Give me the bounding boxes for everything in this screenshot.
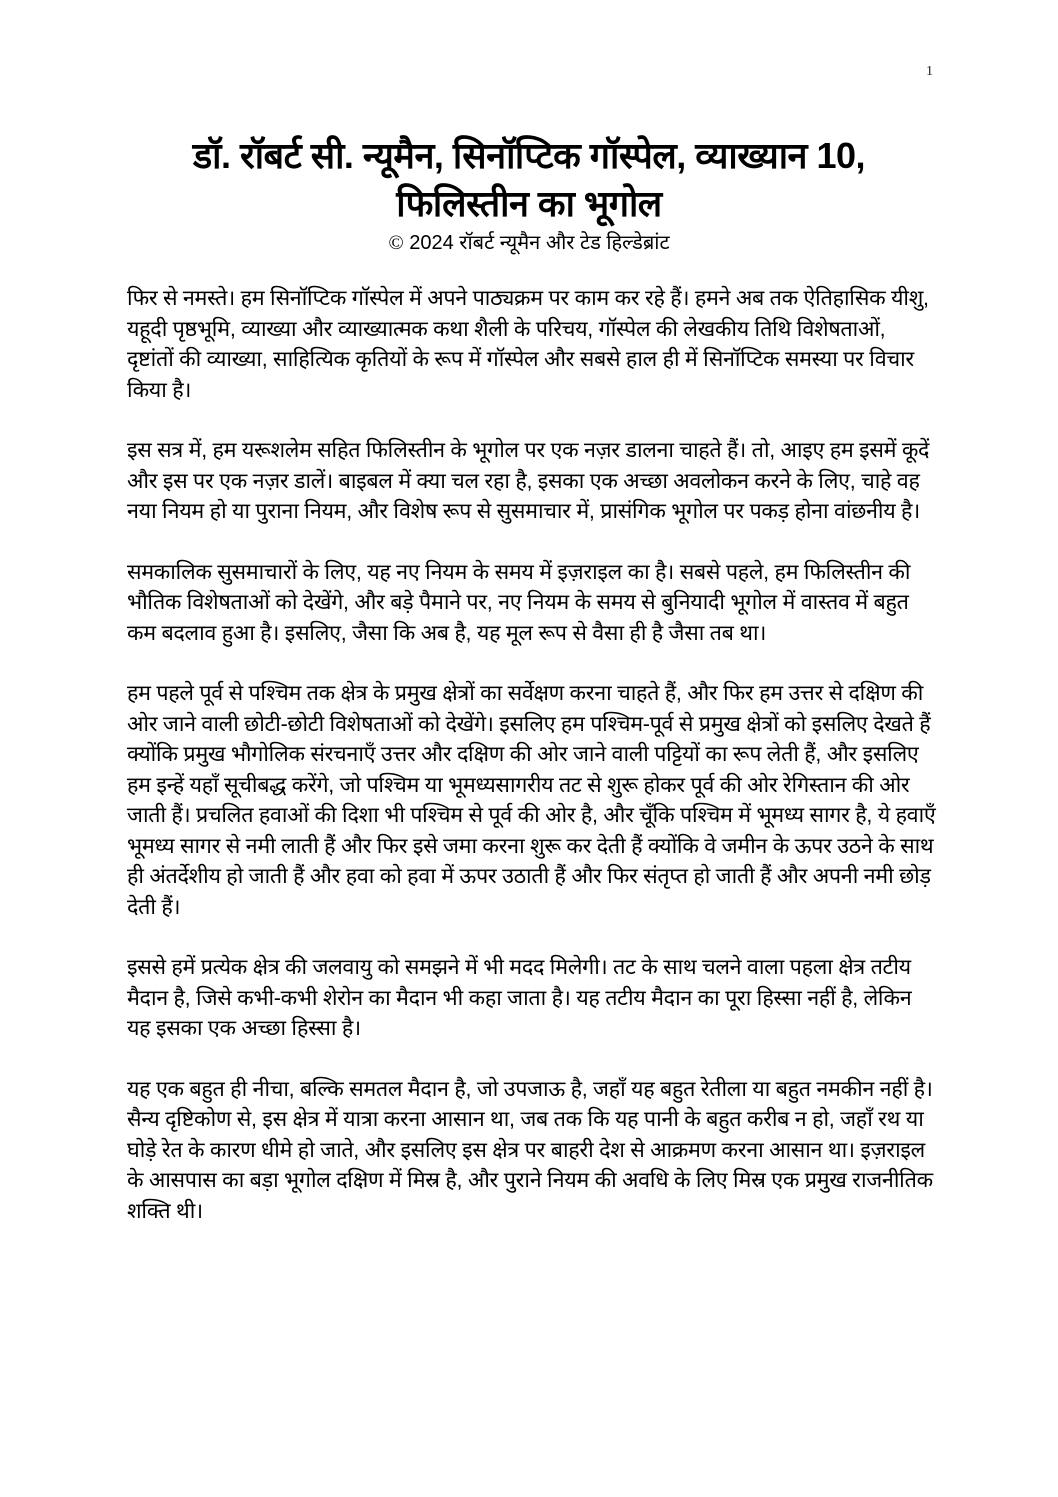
paragraph-4: हम पहले पूर्व से पश्चिम तक क्षेत्र के प्रमुख क्षेत्रों का सर्वेक्षण करना चाहते हैं, और फिर हम उत्तर से दक्षिण की ओर जाने वाली छोटी-छोटी विशेषताओं को देखेंगे। इसलिए हम पश्चिम-पूर्व से प्रमुख क्षेत्रों को इसलिए देखते हैं क्योंकि प्रमुख भौगोलिक संरचनाएँ उत्तर और दक्षिण की ओर जाने वाली पट्टियों का रूप लेती हैं, और इसलिए हम इन्हें यहाँ सूचीबद्ध करेंगे, जो पश्चिम या भूमध्यसागरीय तट से शुरू होकर पूर्व की ओर रेगिस्तान की ओर जाती हैं। प्रचलित हवाओं की दिशा भी पश्चिम से पूर्व की ओर है, और चूँकि पश्चिम में भूमध्य सागर है, ये हवाएँ भूमध्य सागर से नमी लाती हैं और फिर इसे जमा करना शुरू कर देती हैं क्योंकि वे जमीन के ऊपर उठने के साथ ही अंतर्देशीय हो जाती हैं और हवा को हवा में ऊपर उठाती हैं और फिर संतृप्त हो जाती हैं और अपनी नमी छोड़ देती हैं। [127,681,936,919]
title-line-1: डॉ. रॉबर्ट सी. न्यूमैन, सिनॉप्टिक गॉस्पेल, व्याख्यान 10, [192,135,866,176]
paragraph-6: यह एक बहुत ही नीचा, बल्कि समतल मैदान है, जो उपजाऊ है, जहाँ यह बहुत रेतीला या बहुत नमकीन नहीं है। सैन्य दृष्टिकोण से, इस क्षेत्र में यात्रा करना आसान था, जब तक कि यह पानी के बहुत करीब न हो, जहाँ रथ या घोड़े रेत के कारण धीमे हो जाते, और इसलिए इस क्षेत्र पर बाहरी देश से आक्रमण करना आसान था। इज़राइल के आसपास का बड़ा भूगोल दक्षिण में मिस्र है, और पुराने नियम की अवधि के लिए मिस्र एक प्रमुख राजनीतिक शक्ति थी। [127,1076,933,1223]
copyright-icon: © [388,232,404,254]
document-body [127,283,937,1256]
copyright-line [0,230,1058,256]
document-title [0,132,1058,228]
paragraph-2: इस सत्र में, हम यरूशलेम सहित फिलिस्तीन के भूगोल पर एक नज़र डालना चाहते हैं। तो, आइए हम इसमें कूदें और इस पर एक नज़र डालें। बाइबल में क्या चल रहा है, इसका एक अच्छा अवलोकन करने के लिए, चाहे वह नया नियम हो या पुराना नियम, और विशेष रूप से सुसमाचार में, प्रासंगिक भूगोल पर पकड़ होना वांछनीय है। [127,438,930,523]
paragraph-5: इससे हमें प्रत्येक क्षेत्र की जलवायु को समझने में भी मदद मिलेगी। तट के साथ चलने वाला पहला क्षेत्र तटीय मैदान है, जिसे कभी-कभी शेरोन का मैदान भी कहा जाता है। यह तटीय मैदान का पूरा हिस्सा नहीं है, लेकिन यह इसका एक अच्छा हिस्सा है। [127,955,912,1040]
title-line-2: फिलिस्तीन का भूगोल [396,183,662,224]
document-header [0,132,1058,256]
page-number: 1 [926,64,933,79]
paragraph-1: फिर से नमस्ते। हम सिनॉप्टिक गॉस्पेल में अपने पाठ्यक्रम पर काम कर रहे हैं। हमने अब तक ऐतिहासिक यीशु, यहूदी पृष्ठभूमि, व्याख्या और व्याख्यात्मक कथा शैली के परिचय, गॉस्पेल की लेखकीय तिथि विशेषताओं, दृष्टांतों की व्याख्या, साहित्यिक कृतियों के रूप में गॉस्पेल और सबसे हाल ही में सिनॉप्टिक समस्या पर विचार किया है। [127,286,929,402]
paragraph-3: समकालिक सुसमाचारों के लिए, यह नए नियम के समय में इज़राइल का है। सबसे पहले, हम फिलिस्तीन की भौतिक विशेषताओं को देखेंगे, और बड़े पैमाने पर, नए नियम के समय से बुनियादी भूगोल में वास्तव में बहुत कम बदलाव हुआ है। इसलिए, जैसा कि अब है, यह मूल रूप से वैसा ही है जैसा तब था। [127,559,911,645]
copyright-text: 2024 रॉबर्ट न्यूमैन और टेड हिल्डेब्रांट [409,232,670,254]
